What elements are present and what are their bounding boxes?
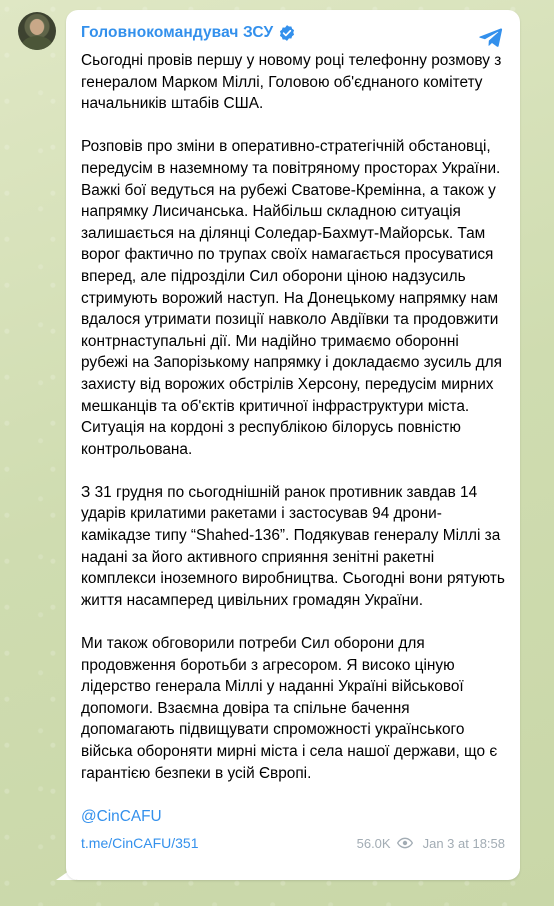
post-paragraph: З 31 грудня по сьогоднішній ранок противник завдав 14 ударів крилатими ракетами і застосував 94 дрони-камікадзе типу “Shahed-136”. Подякував генералу Міллі за надані за його активного сприяння зенітні ракетні комплекси іноземного виробництва. Сьогодні вони рятують життя насамперед цивільних громадян України.: [81, 483, 505, 609]
post-link[interactable]: t.me/CinCAFU/351: [81, 835, 199, 852]
post-text: [81, 50, 505, 784]
message-meta: [357, 836, 505, 851]
eye-icon: [397, 837, 413, 849]
avatar-face: [30, 19, 44, 35]
post-paragraph: Сьогодні провів першу у новому році телефонну розмову з генералом Марком Міллі, Головою об'єднаного комітету начальників штабів США.: [81, 52, 502, 113]
post-date: Jan 3 at 18:58: [422, 835, 505, 851]
channel-name[interactable]: Головнокомандувач ЗСУ: [81, 24, 274, 41]
post-paragraph: Ми також обговорили потреби Сил оборони для продовження боротьби з агресором. Я високо ціную лідерство генерала Міллі у наданні Україні військової допомоги. Взаємна довіра та спільне бачення допомагають підвищувати спроможності українського війська обороняти мирні міста і села нашої держави, що є гарантією безпеки в усій Європі.: [81, 635, 498, 782]
channel-avatar[interactable]: [18, 12, 56, 50]
message-footer: [81, 833, 505, 853]
view-count: 56.0K: [356, 835, 391, 851]
verified-badge-icon: [278, 24, 296, 42]
avatar-shoulders: [21, 36, 53, 50]
channel-mention-link[interactable]: @CinCAFU: [81, 807, 162, 825]
message-card: [66, 10, 520, 880]
message-header: [81, 21, 505, 45]
telegram-share-icon[interactable]: [478, 24, 504, 50]
post-paragraph: Розповів про зміни в оперативно-стратегічній обстановці, передусім в наземному та повітряному просторах України. Важкі бої ведуться на рубежі Сватове-Кремінна, а також у напрямку Лисичанська. Найбільш складною ситуація залишається на ділянці Соледар-Бахмут-Майорськ. Там ворог фактично по трупах своїх намагається просуватися вперед, але підрозділи Сил оборони ціною надзусиль стримують ворожий наступ. На Донецькому напрямку нам вдалося утримати позиції навколо Авдіївки та продовжити контрнаступальні дії. Ми надійно тримаємо оборонні рубежі на Запорізькому напрямку і докладаємо зусиль для захисту від ворожих обстрілів Херсону, передусім мирних мешканців та об'єктів критичної інфраструктури міста. Ситуація на кордоні з республікою білорусь повністю контрольована.: [81, 138, 502, 458]
